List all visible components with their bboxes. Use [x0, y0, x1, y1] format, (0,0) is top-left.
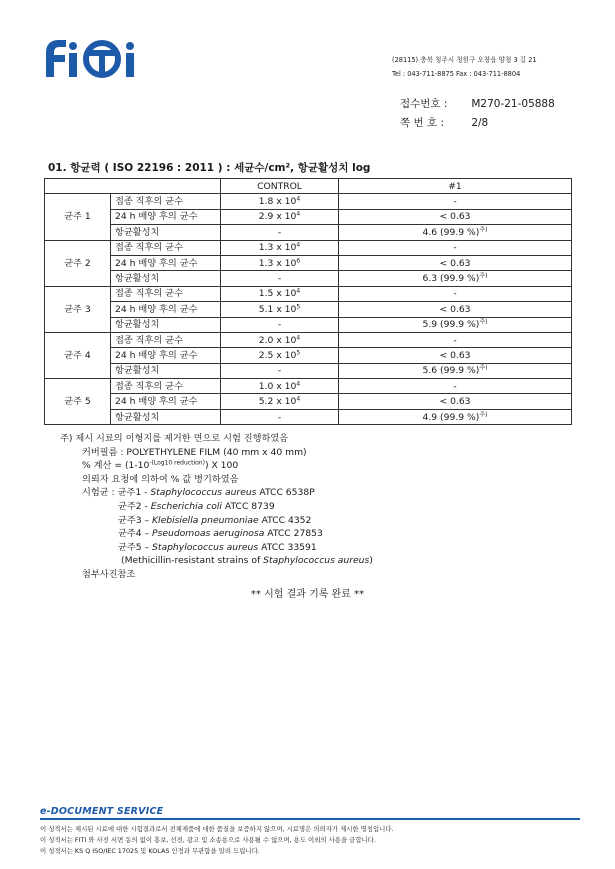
strain-prefix: 균주3 – [118, 514, 153, 526]
table-row [45, 225, 572, 240]
strain-item [82, 500, 373, 514]
mrsa-suffix: ) [369, 555, 373, 567]
strain-atcc: ATCC 8739 [221, 500, 275, 512]
control-initial-value: 1.8 x $10^4$ [221, 194, 339, 209]
control-24h-value: 2.5 x $10^5$ [221, 348, 339, 363]
strain-atcc: ATCC 4352 [258, 514, 312, 526]
receipt-block [400, 95, 555, 133]
strain-item [82, 486, 373, 500]
footer-line-1: 이 성적서는 제시된 시료에 대한 시험결과로서 전체제품에 대한 품질을 보증하지 않으며, 시료명은 의뢰자가 제시한 명칭입니다. [40, 824, 394, 833]
exponent: 4 [296, 334, 301, 342]
sample-initial-value: - [339, 240, 572, 255]
table-row [45, 271, 572, 286]
sample-24h-value: < 0.63 [339, 394, 572, 409]
footer-line-2: 이 성적서는 FITI 와 사전 서면 동의 없이 홍보, 선전, 광고 및 소송용으로 사용될 수 없으며, 용도 이외의 사용을 금합니다. [40, 835, 376, 844]
strain-species: Klebisiella pneumoniae [152, 514, 259, 526]
item-initial-count: 접종 직후의 균수 [111, 379, 221, 394]
table-row [45, 255, 572, 270]
table-row [45, 317, 572, 332]
page-number-row [400, 114, 555, 133]
note-marker: 주) [479, 411, 488, 419]
end-of-results-text: ** 시험 결과 기록 완료 ** [250, 589, 365, 600]
note-marker: 주) [479, 364, 488, 372]
strain-species: Pseudomoas aeruginosa [152, 528, 265, 540]
formula-part-b: ) X 100 [204, 460, 239, 472]
notes-block [60, 432, 373, 582]
note-marker: 주) [479, 272, 488, 280]
control-initial-value: 1.3 x $10^4$ [221, 240, 339, 255]
strain-group-label: 균주 1 [45, 194, 111, 240]
strain-species: Staphylococcus aureus [152, 541, 259, 553]
item-24h-count: 24 h 배양 후의 균수 [111, 302, 221, 317]
mrsa-prefix: (Methicillin-resistant strains of [121, 555, 264, 567]
exponent: 4 [296, 380, 301, 388]
sample-activity-value: 6.3 (99.9 %)$^{주)}$ [339, 271, 572, 286]
control-activity-value: - [221, 317, 339, 332]
note-request: 의뢰자 요청에 의하여 % 값 병기하였음 [82, 473, 239, 485]
strain-species: Staphylococcus aureus [150, 487, 257, 499]
exponent: 6 [296, 257, 301, 265]
table-row [45, 302, 572, 317]
table-header-row [45, 179, 572, 194]
header-empty-cell [45, 179, 221, 194]
control-activity-value: - [221, 225, 339, 240]
page-number-value: 2/8 [471, 117, 489, 129]
exponent: 4 [296, 287, 301, 295]
sample-24h-value: < 0.63 [339, 348, 572, 363]
address-text: (28115) 충북 청주시 청원구 오창읍 양청 3 길 21 [392, 56, 537, 64]
strain-atcc: ATCC 27853 [264, 528, 323, 540]
footer [40, 806, 580, 857]
exponent: 5 [296, 349, 301, 357]
table-body [45, 194, 572, 425]
control-initial-value: 2.0 x $10^4$ [221, 332, 339, 347]
strain-atcc: ATCC 6538P [256, 487, 315, 499]
note-marker: 주) [479, 318, 488, 326]
sample-activity-value: 4.6 (99.9 %)$^{주)}$ [339, 225, 572, 240]
sample-activity-value: 4.9 (99.9 %)$^{주)}$ [339, 409, 572, 424]
control-activity-value: - [221, 409, 339, 424]
control-initial-value: 1.5 x $10^4$ [221, 286, 339, 301]
note-attachment: 첨부사진참조 [82, 568, 136, 580]
sample-initial-value: - [339, 332, 572, 347]
col-header-control: CONTROL [221, 179, 339, 194]
exponent: 4 [296, 195, 301, 203]
item-24h-count: 24 h 배양 후의 균수 [111, 255, 221, 270]
strain-list [60, 486, 373, 554]
table-row [45, 409, 572, 424]
strain-item [82, 514, 373, 528]
strain-group-label: 균주 5 [45, 379, 111, 425]
strain-group-label: 균주 2 [45, 240, 111, 286]
formula-superscript: -(Log10 reduction) [149, 459, 205, 467]
item-antibacterial-activity: 항균활성치 [111, 409, 221, 424]
contact-text: Tel : 043-711-8875 Fax : 043-711-8804 [392, 70, 521, 78]
item-antibacterial-activity: 항균활성치 [111, 271, 221, 286]
footer-title: e-DOCUMENT SERVICE [40, 806, 164, 817]
sample-24h-value: < 0.63 [339, 302, 572, 317]
footer-divider [40, 818, 580, 820]
strain-prefix: 균주2 - [118, 500, 151, 512]
control-24h-value: 5.1 x $10^5$ [221, 302, 339, 317]
item-antibacterial-activity: 항균활성치 [111, 363, 221, 378]
exponent: 4 [296, 395, 301, 403]
control-activity-value: - [221, 271, 339, 286]
item-initial-count: 접종 직후의 균수 [111, 240, 221, 255]
table-row [45, 394, 572, 409]
receipt-number-row [400, 95, 555, 114]
table-row [45, 194, 572, 209]
results-table [44, 178, 572, 425]
strain-prefix: 균주1 - [117, 487, 151, 499]
control-24h-value: 1.3 x $10^6$ [221, 255, 339, 270]
strain-item [82, 541, 373, 555]
item-antibacterial-activity: 항균활성치 [111, 317, 221, 332]
strain-species: Escherichia coli [150, 500, 222, 512]
control-initial-value: 1.0 x $10^4$ [221, 379, 339, 394]
table-row [45, 332, 572, 347]
section-title: 01. 항균력 ( ISO 22196 : 2011 ) : 세균수/cm², 항균활성치 log [48, 162, 371, 174]
fiti-logo [40, 36, 144, 78]
address-block [392, 53, 597, 81]
table-row [45, 209, 572, 224]
footer-line-3: 이 성적서는 KS Q ISO/IEC 17025 및 KOLAS 인정과 무관함을 알려 드립니다. [40, 846, 260, 855]
note-cover-film: 커버필름 : POLYETHYLENE FILM (40 mm x 40 mm) [82, 446, 307, 458]
strain-prefix: 균주4 – [118, 528, 153, 540]
formula-part-a: % 계산 = (1-10 [82, 460, 150, 472]
control-24h-value: 2.9 x $10^4$ [221, 209, 339, 224]
strain-group-label: 균주 4 [45, 332, 111, 378]
note-1: 주) 제시 시료의 이형지를 제거한 면으로 시험 진행하였음 [60, 433, 289, 444]
item-24h-count: 24 h 배양 후의 균수 [111, 348, 221, 363]
receipt-number-label: 접수번호 : [400, 98, 448, 110]
sample-initial-value: - [339, 194, 572, 209]
note-mrsa [60, 554, 373, 568]
strain-group-label: 균주 3 [45, 286, 111, 332]
strain-atcc: ATCC 33591 [258, 541, 317, 553]
col-header-sample: #1 [339, 179, 572, 194]
sample-activity-value: 5.6 (99.9 %)$^{주)}$ [339, 363, 572, 378]
table-row [45, 240, 572, 255]
item-24h-count: 24 h 배양 후의 균수 [111, 209, 221, 224]
strain-prefix: 균주5 – [118, 541, 153, 553]
table-row [45, 348, 572, 363]
table-row [45, 363, 572, 378]
mrsa-species: Staphylococcus aureus [263, 555, 370, 567]
note-marker: 주) [479, 226, 488, 234]
item-antibacterial-activity: 항균활성치 [111, 225, 221, 240]
exponent: 4 [296, 210, 301, 218]
strain-label: 시험균 : [82, 487, 118, 499]
control-24h-value: 5.2 x $10^4$ [221, 394, 339, 409]
note-percent-formula [60, 459, 373, 473]
table-row [45, 379, 572, 394]
table-row [45, 286, 572, 301]
sample-activity-value: 5.9 (99.9 %)$^{주)}$ [339, 317, 572, 332]
sample-initial-value: - [339, 286, 572, 301]
sample-24h-value: < 0.63 [339, 255, 572, 270]
item-initial-count: 접종 직후의 균수 [111, 332, 221, 347]
item-initial-count: 접종 직후의 균수 [111, 286, 221, 301]
sample-initial-value: - [339, 379, 572, 394]
item-initial-count: 접종 직후의 균수 [111, 194, 221, 209]
exponent: 4 [296, 241, 301, 249]
receipt-number-value: M270-21-05888 [471, 98, 555, 110]
page-number-label: 쪽 번 호 : [400, 117, 444, 129]
item-24h-count: 24 h 배양 후의 균수 [111, 394, 221, 409]
exponent: 5 [296, 303, 301, 311]
strain-item [82, 527, 373, 541]
control-activity-value: - [221, 363, 339, 378]
sample-24h-value: < 0.63 [339, 209, 572, 224]
